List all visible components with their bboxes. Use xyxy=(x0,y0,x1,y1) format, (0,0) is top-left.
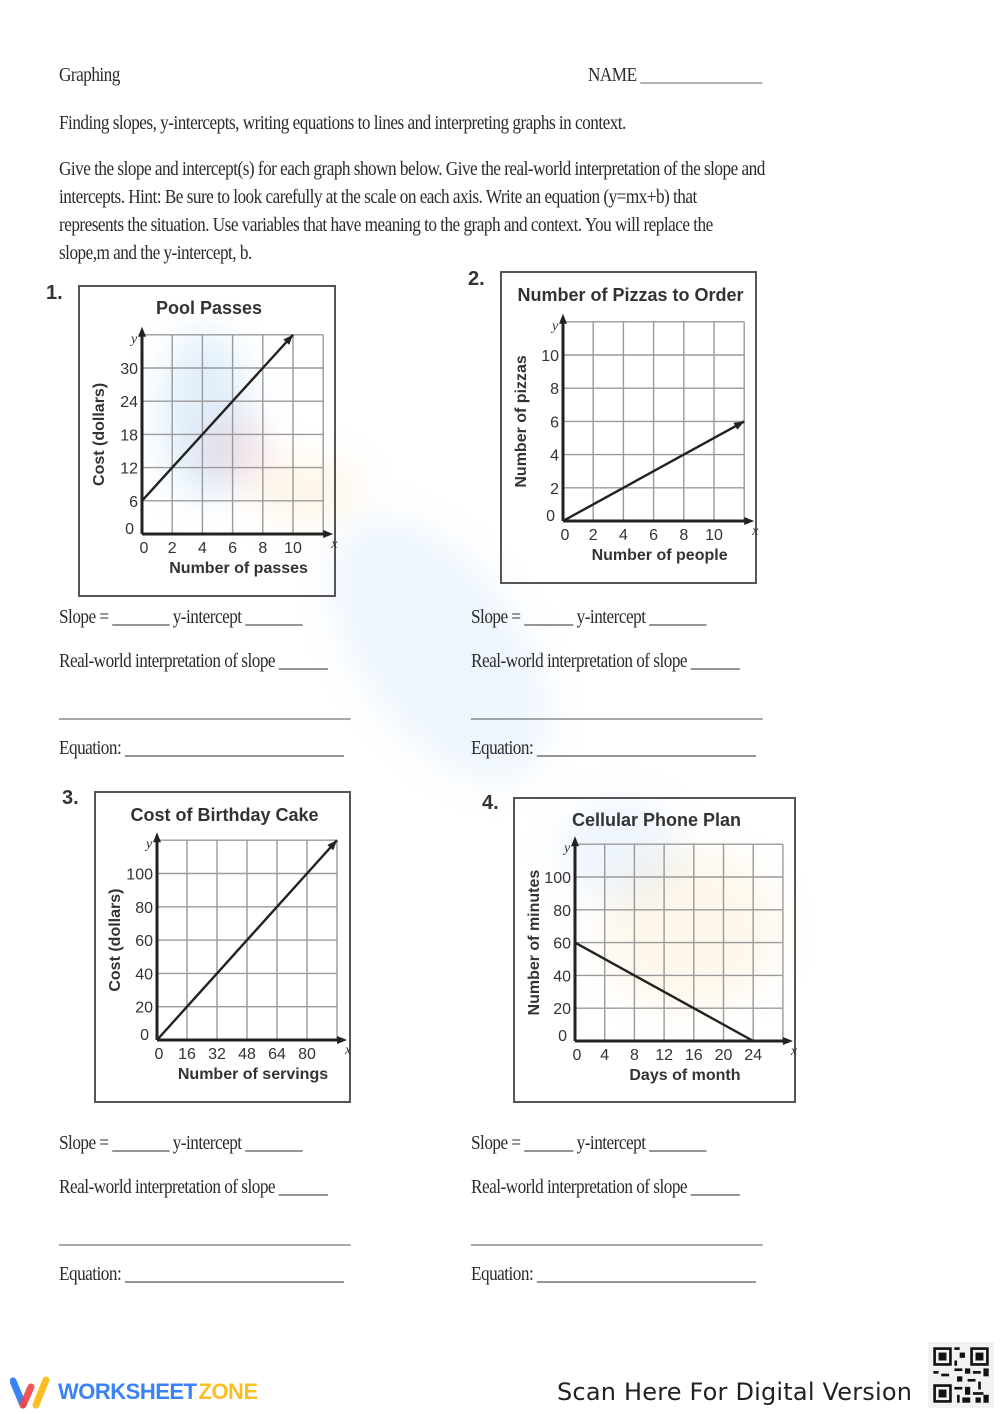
y-tick-label: 12 xyxy=(120,460,138,478)
y-axis-label: Number of minutes xyxy=(526,869,543,1016)
y-variable-label: y xyxy=(552,318,559,334)
y-tick-label: 60 xyxy=(553,935,571,953)
y-tick-label: 20 xyxy=(135,999,153,1017)
x-tick-label: 4 xyxy=(618,527,628,544)
x-tick-label: 4 xyxy=(600,1047,610,1064)
qr-code[interactable] xyxy=(928,1342,994,1408)
chart-pizzas xyxy=(500,271,757,584)
x-tick-label: 24 xyxy=(744,1047,763,1064)
y-tick-label: 10 xyxy=(541,348,559,365)
y-variable-label: y xyxy=(564,841,571,857)
question-number-3: 3. xyxy=(62,787,79,809)
scan-caption: Scan Here For Digital Version xyxy=(557,1378,913,1406)
y-variable-label: y xyxy=(146,837,153,853)
y-tick-label: 0 xyxy=(546,508,555,525)
question-number-4: 4. xyxy=(482,792,499,814)
y-tick-label: 20 xyxy=(553,1001,571,1019)
q3-equation-blank[interactable]: Equation: ___________________________ xyxy=(59,1263,344,1285)
y-tick-label: 80 xyxy=(135,899,153,917)
name-field[interactable]: _______________ xyxy=(640,64,762,86)
x-axis-label: Number of people xyxy=(591,547,728,564)
q2-slope-intercept-blanks[interactable]: Slope = ______ y-intercept _______ xyxy=(471,606,706,628)
x-tick-label: 6 xyxy=(649,527,659,544)
y-tick-label: 24 xyxy=(120,394,138,412)
y-tick-label: 8 xyxy=(550,381,559,399)
y-tick-label: 0 xyxy=(558,1028,567,1045)
x-tick-label: 8 xyxy=(258,540,268,557)
chart-svg xyxy=(515,799,798,1101)
chart-title: Pool Passes xyxy=(155,298,263,318)
brand-name-zone: ZONE xyxy=(198,1379,258,1404)
x-tick-label: 48 xyxy=(238,1046,256,1063)
worksheet-title: Graphing xyxy=(59,64,120,86)
chart-title: Cost of Birthday Cake xyxy=(130,805,319,825)
q3-interpretation-line[interactable]: ____________________________________ xyxy=(59,1226,351,1248)
x-variable-label: x xyxy=(790,1044,798,1059)
q4-slope-intercept-blanks[interactable]: Slope = ______ y-intercept _______ xyxy=(471,1132,706,1154)
x-tick-label: 20 xyxy=(714,1047,733,1064)
name-label-text: NAME xyxy=(588,64,637,86)
y-tick-label: 18 xyxy=(120,427,138,445)
y-variable-label: y xyxy=(131,331,138,347)
q3-interpretation-blank[interactable]: Real-world interpretation of slope ______ xyxy=(59,1176,328,1198)
q4-interpretation-blank[interactable]: Real-world interpretation of slope ______ xyxy=(471,1176,740,1198)
x-tick-label: 10 xyxy=(284,540,302,557)
x-tick-label: 16 xyxy=(178,1046,196,1063)
subtitle: Finding slopes, y-intercepts, writing equations to lines and interpreting graphs in context. xyxy=(59,112,626,134)
question-number-2: 2. xyxy=(468,268,485,290)
y-tick-label: 2 xyxy=(550,480,559,498)
logo-w-icon xyxy=(10,1375,50,1409)
y-tick-label: 100 xyxy=(544,870,571,887)
y-tick-label: 40 xyxy=(135,966,153,984)
name-label xyxy=(588,64,762,87)
worksheetzone-logo[interactable] xyxy=(10,1375,258,1409)
x-variable-label: x xyxy=(331,537,338,552)
q1-interpretation-blank[interactable]: Real-world interpretation of slope ______ xyxy=(59,650,328,672)
x-tick-label: 4 xyxy=(197,540,207,557)
instructions-line-2: intercepts. Hint: Be sure to look carefully at the scale on each axis. Write an equation (y=mx+b) that xyxy=(59,186,697,208)
chart-title: Number of Pizzas to Order xyxy=(517,285,744,305)
q4-equation-blank[interactable]: Equation: ___________________________ xyxy=(471,1263,756,1285)
x-variable-label: x xyxy=(345,1043,352,1058)
instructions-line-4: slope,m and the y-intercept, b. xyxy=(59,242,252,264)
x-tick-label: 6 xyxy=(228,540,238,557)
x-axis-label: Number of servings xyxy=(177,1066,329,1083)
y-tick-label: 6 xyxy=(129,493,138,511)
q4-interpretation-line[interactable]: ____________________________________ xyxy=(471,1226,763,1248)
chart-phone-plan xyxy=(513,797,796,1103)
y-tick-label: 60 xyxy=(135,933,153,951)
question-number-1: 1. xyxy=(46,282,63,304)
q1-equation-blank[interactable]: Equation: ___________________________ xyxy=(59,737,344,759)
q3-slope-intercept-blanks[interactable]: Slope = _______ y-intercept _______ xyxy=(59,1132,302,1154)
q1-interpretation-line[interactable]: ____________________________________ xyxy=(59,700,351,722)
x-tick-label: 0 xyxy=(139,540,149,557)
x-axis-label: Days of month xyxy=(629,1067,741,1084)
y-axis-label: Cost (dollars) xyxy=(107,888,124,992)
line-arrow-icon xyxy=(734,421,745,429)
y-axis-arrow-icon xyxy=(571,836,579,846)
qr-code-icon xyxy=(928,1342,994,1408)
x-tick-label: 10 xyxy=(705,527,723,544)
chart-svg xyxy=(80,287,338,595)
x-tick-label: 12 xyxy=(655,1047,673,1064)
x-tick-label: 16 xyxy=(684,1047,703,1064)
y-tick-label: 6 xyxy=(550,414,559,432)
instructions-line-3: represents the situation. Use variables that have meaning to the graph and context. You will replace the xyxy=(59,214,713,236)
y-tick-label: 0 xyxy=(125,521,134,538)
y-tick-label: 4 xyxy=(550,447,559,465)
instructions-line-1: Give the slope and intercept(s) for each graph shown below. Give the real-world interpretation of the slope and xyxy=(59,158,765,180)
y-tick-label: 100 xyxy=(126,866,153,884)
chart-title: Cellular Phone Plan xyxy=(571,810,742,830)
chart-svg xyxy=(96,793,352,1101)
q2-equation-blank[interactable]: Equation: ___________________________ xyxy=(471,737,756,759)
y-tick-label: 30 xyxy=(120,361,138,378)
chart-pool-passes xyxy=(78,285,336,597)
x-tick-label: 0 xyxy=(572,1047,582,1064)
x-tick-label: 0 xyxy=(154,1046,164,1063)
x-tick-label: 0 xyxy=(560,527,570,544)
x-tick-label: 2 xyxy=(167,540,177,557)
y-tick-label: 40 xyxy=(553,968,571,986)
x-tick-label: 64 xyxy=(268,1046,286,1063)
q2-interpretation-line[interactable]: ____________________________________ xyxy=(471,700,763,722)
y-axis-arrow-icon xyxy=(559,314,567,324)
data-line xyxy=(142,335,293,501)
x-tick-label: 80 xyxy=(298,1046,316,1063)
y-axis-label: Number of pizzas xyxy=(513,355,530,488)
q2-interpretation-blank[interactable]: Real-world interpretation of slope ______ xyxy=(471,650,740,672)
y-tick-label: 0 xyxy=(140,1027,149,1044)
x-axis-label: Number of passes xyxy=(169,560,308,577)
chart-svg xyxy=(502,273,759,582)
y-axis-arrow-icon xyxy=(153,832,161,842)
x-tick-label: 32 xyxy=(208,1046,226,1063)
chart-birthday-cake xyxy=(94,791,351,1103)
y-axis-label: Cost (dollars) xyxy=(91,382,108,486)
q1-slope-intercept-blanks[interactable]: Slope = _______ y-intercept _______ xyxy=(59,606,302,628)
y-axis-arrow-icon xyxy=(138,327,146,337)
y-tick-label: 80 xyxy=(553,902,571,920)
brand-name-worksheet: WORKSHEET xyxy=(58,1379,197,1404)
x-tick-label: 2 xyxy=(588,527,598,544)
x-tick-label: 8 xyxy=(679,527,689,544)
x-variable-label: x xyxy=(752,524,759,539)
x-tick-label: 8 xyxy=(629,1047,639,1064)
